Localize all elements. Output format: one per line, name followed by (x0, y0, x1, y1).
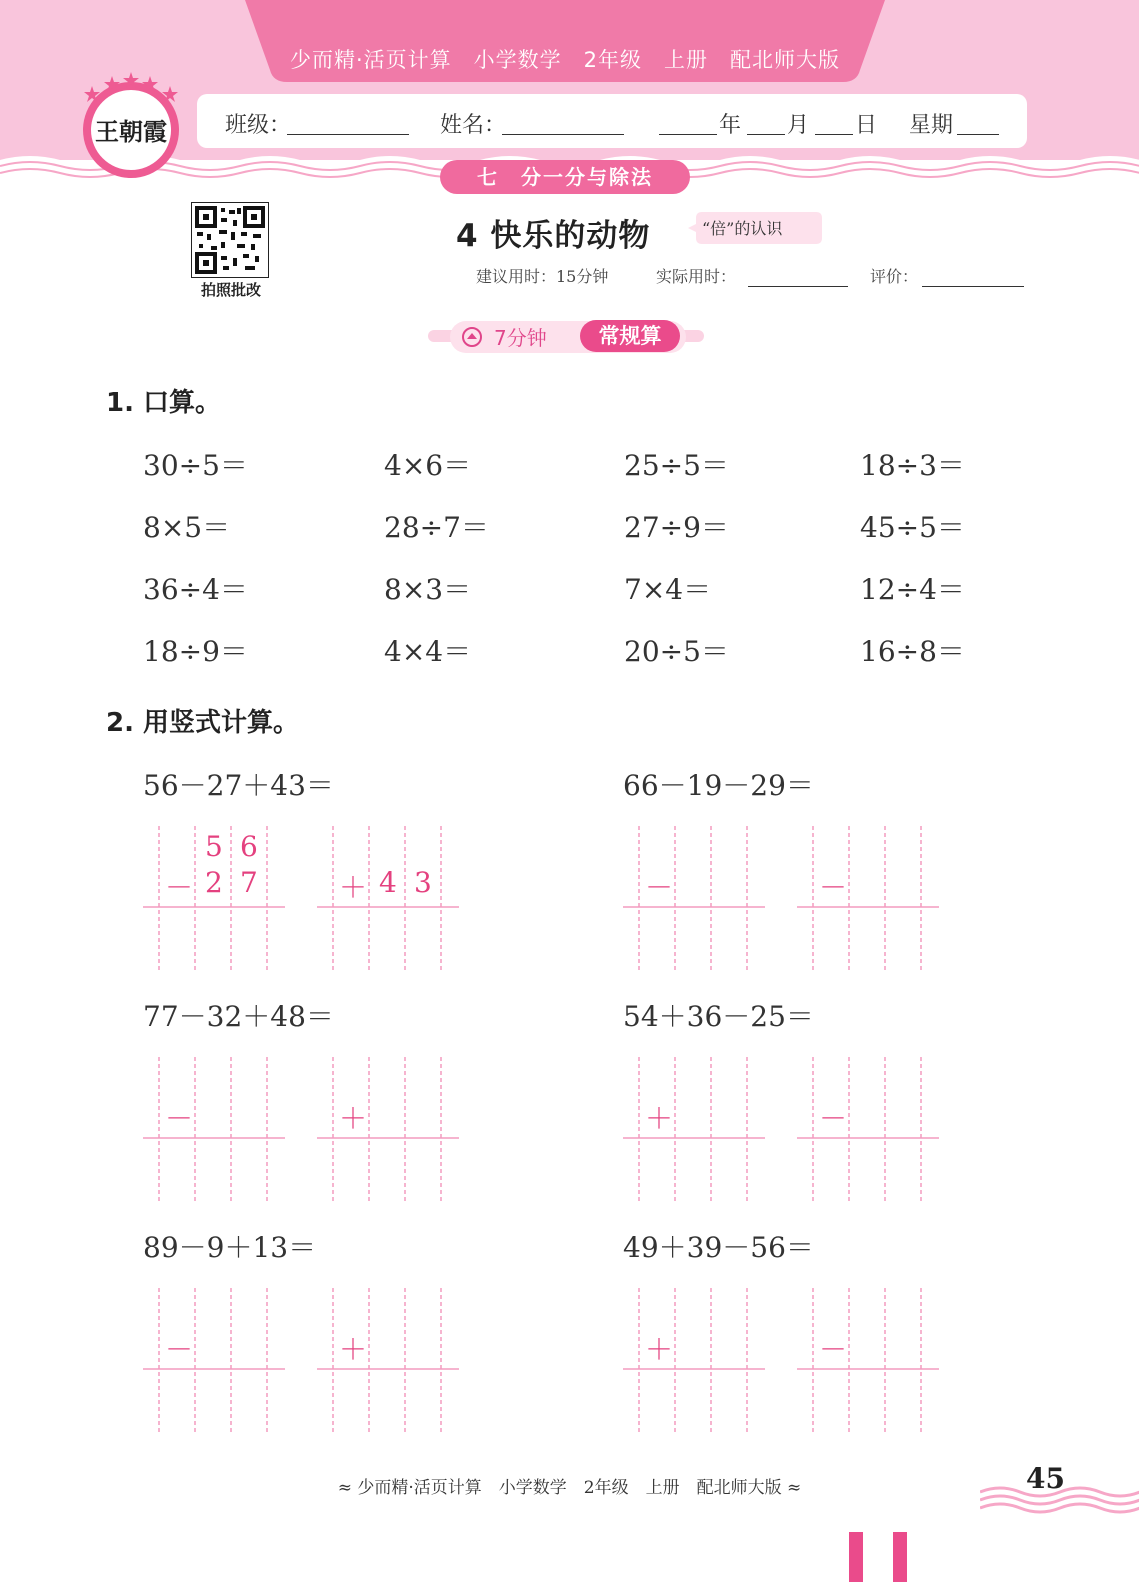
vertical-calc-expression: 54＋36－25＝ (623, 1000, 814, 1033)
month-field[interactable] (747, 112, 785, 135)
oral-calc-item: 27÷9＝ (624, 511, 729, 544)
oral-calc-item: 20÷5＝ (624, 635, 729, 668)
lesson-tag: “倍”的认识 (702, 219, 783, 238)
operator-sign: ＋ (339, 1333, 368, 1366)
q1-title: 1. 口算。 (106, 388, 222, 418)
qr-code[interactable] (191, 202, 269, 278)
example-digit: 4 (379, 866, 397, 899)
class-label: 班级： (225, 113, 292, 138)
vertical-calc-expression: 89－9＋13＝ (143, 1231, 317, 1264)
q2-title: 2. 用竖式计算。 (106, 708, 300, 738)
oral-calc-item: 7×4＝ (624, 573, 712, 606)
badge-type: 常规算 (580, 320, 680, 352)
publisher-logo (78, 68, 184, 180)
vertical-calc-expression: 66－19－29＝ (623, 769, 814, 802)
operator-sign: － (165, 1333, 194, 1366)
vertical-calc-expression: 56－27＋43＝ (143, 769, 334, 802)
day-field[interactable] (815, 112, 853, 135)
operator-sign: － (819, 871, 848, 904)
oral-calc-item: 12÷4＝ (860, 573, 965, 606)
lesson-title: 4 快乐的动物 (456, 218, 651, 254)
operator-sign: ＋ (645, 1333, 674, 1366)
student-info-bar (197, 94, 1027, 148)
actual-time-field[interactable] (748, 286, 848, 287)
qr-label: 拍照批改 (200, 281, 261, 299)
oral-calc-item: 28÷7＝ (384, 511, 489, 544)
operator-sign: － (819, 1333, 848, 1366)
oral-calc-item: 30÷5＝ (143, 449, 248, 482)
operator-sign: ＋ (645, 1102, 674, 1135)
name-field[interactable] (502, 112, 624, 135)
day-label: 日 (855, 113, 878, 138)
oral-calc-item: 25÷5＝ (624, 449, 729, 482)
series-title: 少而精·活页计算 小学数学 2年级 上册 配北师大版 (289, 48, 841, 72)
evaluation-field[interactable] (922, 286, 1024, 287)
chapter-label: 七 分一分与除法 (440, 160, 690, 194)
operator-sign: ＋ (339, 1102, 368, 1135)
oral-calc-item: 8×5＝ (143, 511, 231, 544)
edge-tab (893, 1532, 907, 1582)
edge-tab (849, 1532, 863, 1582)
example-digit: 7 (240, 866, 258, 899)
oral-calc-item: 45÷5＝ (860, 511, 965, 544)
example-digit: 5 (205, 830, 223, 863)
footer-text: ≈ 少而精·活页计算 小学数学 2年级 上册 配北师大版 ≈ (337, 1478, 802, 1498)
example-digit: 3 (414, 866, 432, 899)
year-field[interactable] (659, 112, 717, 135)
oral-calc-item: 4×4＝ (384, 635, 472, 668)
operator-sign: － (819, 1102, 848, 1135)
weekday-field[interactable] (957, 112, 999, 135)
year-label: 年 (719, 113, 742, 138)
weekday-label: 星期 (909, 113, 954, 138)
actual-time-label: 实际用时： (656, 267, 737, 286)
suggested-time: 建议用时：15分钟 (476, 267, 609, 286)
class-field[interactable] (287, 112, 409, 135)
oral-calc-item: 18÷9＝ (143, 635, 248, 668)
vertical-calc-expression: 49＋39－56＝ (623, 1231, 814, 1264)
operator-sign: － (165, 1102, 194, 1135)
oral-calc-item: 4×6＝ (384, 449, 472, 482)
name-label: 姓名： (440, 113, 507, 138)
example-digit: 2 (205, 866, 223, 899)
vertical-calc-expression: 77－32＋48＝ (143, 1000, 334, 1033)
svg-text:王朝霞: 王朝霞 (95, 117, 167, 146)
month-label: 月 (787, 113, 810, 138)
evaluation-label: 评价： (870, 267, 919, 286)
example-digit: 6 (240, 830, 258, 863)
oral-calc-item: 8×3＝ (384, 573, 472, 606)
badge-minutes: 7分钟 (494, 326, 547, 350)
oral-calc-item: 18÷3＝ (860, 449, 965, 482)
operator-sign: － (165, 871, 194, 904)
page-number: 45 (1026, 1462, 1065, 1495)
operator-sign: － (645, 871, 674, 904)
oral-calc-item: 36÷4＝ (143, 573, 248, 606)
oral-calc-item: 16÷8＝ (860, 635, 965, 668)
operator-sign: ＋ (339, 871, 368, 904)
